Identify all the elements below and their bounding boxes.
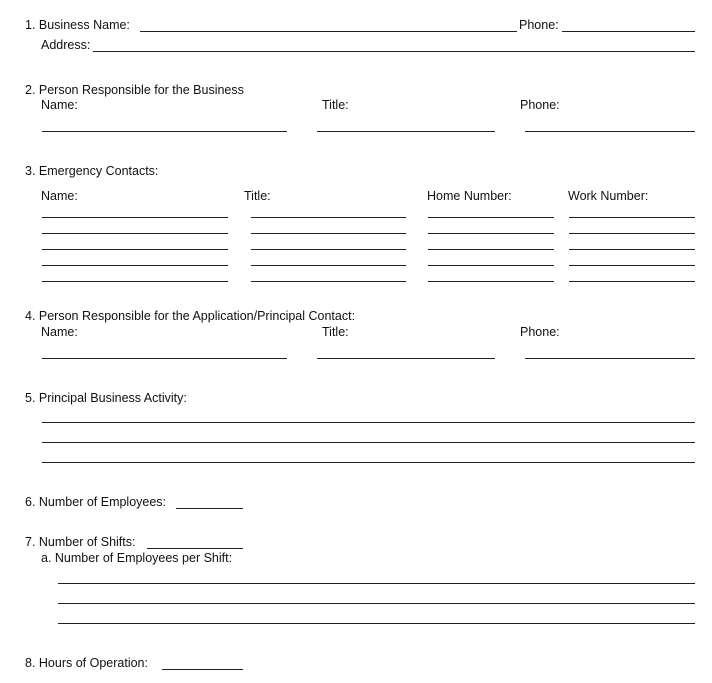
contact-work-number-field[interactable] [569, 281, 695, 282]
section-5-heading: 5. Principal Business Activity: [25, 391, 187, 405]
section-4-heading: 4. Person Responsible for the Application/Principal Contact: [25, 309, 356, 323]
s4-title-label: Title: [322, 325, 349, 339]
business-name-field[interactable] [140, 31, 517, 32]
contact-home-number-field[interactable] [428, 281, 554, 282]
activity-line-1[interactable] [42, 422, 695, 423]
hours-label: 8. Hours of Operation: [25, 656, 148, 670]
business-name-label: 1. Business Name: [25, 18, 130, 32]
contact-name-field[interactable] [42, 217, 228, 218]
contact-name-field[interactable] [42, 233, 228, 234]
business-phone-field[interactable] [562, 31, 695, 32]
section-2-heading: 2. Person Responsible for the Business [25, 83, 244, 97]
s3-name-label: Name: [41, 189, 78, 203]
contact-home-number-field[interactable] [428, 265, 554, 266]
s4-phone-label: Phone: [520, 325, 560, 339]
s4-title-field[interactable] [317, 358, 495, 359]
shift-line-3[interactable] [58, 623, 695, 624]
s4-name-label: Name: [41, 325, 78, 339]
contact-home-number-field[interactable] [428, 233, 554, 234]
s3-work-number-label: Work Number: [568, 189, 649, 203]
s3-home-number-label: Home Number: [427, 189, 512, 203]
s4-phone-field[interactable] [525, 358, 695, 359]
s2-title-field[interactable] [317, 131, 495, 132]
contact-title-field[interactable] [251, 281, 406, 282]
employees-label: 6. Number of Employees: [25, 495, 167, 509]
s2-phone-label: Phone: [520, 98, 560, 112]
contact-home-number-field[interactable] [428, 217, 554, 218]
shifts-field[interactable] [147, 548, 243, 549]
contact-work-number-field[interactable] [569, 265, 695, 266]
employees-field[interactable] [176, 508, 243, 509]
activity-line-3[interactable] [42, 462, 695, 463]
contact-title-field[interactable] [251, 265, 406, 266]
s2-phone-field[interactable] [525, 131, 695, 132]
s2-title-label: Title: [322, 98, 349, 112]
s2-name-label: Name: [41, 98, 78, 112]
s3-title-label: Title: [244, 189, 271, 203]
activity-line-2[interactable] [42, 442, 695, 443]
contact-work-number-field[interactable] [569, 249, 695, 250]
address-field[interactable] [93, 51, 695, 52]
employees-per-shift-label: a. Number of Employees per Shift: [41, 551, 233, 565]
contact-name-field[interactable] [42, 281, 228, 282]
contact-work-number-field[interactable] [569, 233, 695, 234]
s4-name-field[interactable] [42, 358, 287, 359]
hours-field[interactable] [162, 669, 243, 670]
s2-name-field[interactable] [42, 131, 287, 132]
contact-home-number-field[interactable] [428, 249, 554, 250]
business-phone-label: Phone: [519, 18, 559, 32]
section-3-heading: 3. Emergency Contacts: [25, 164, 159, 178]
shift-line-2[interactable] [58, 603, 695, 604]
contact-name-field[interactable] [42, 249, 228, 250]
shift-line-1[interactable] [58, 583, 695, 584]
contact-work-number-field[interactable] [569, 217, 695, 218]
contact-title-field[interactable] [251, 249, 406, 250]
contact-title-field[interactable] [251, 233, 406, 234]
shifts-label: 7. Number of Shifts: [25, 535, 136, 549]
contact-name-field[interactable] [42, 265, 228, 266]
contact-title-field[interactable] [251, 217, 406, 218]
address-label: Address: [41, 38, 91, 52]
